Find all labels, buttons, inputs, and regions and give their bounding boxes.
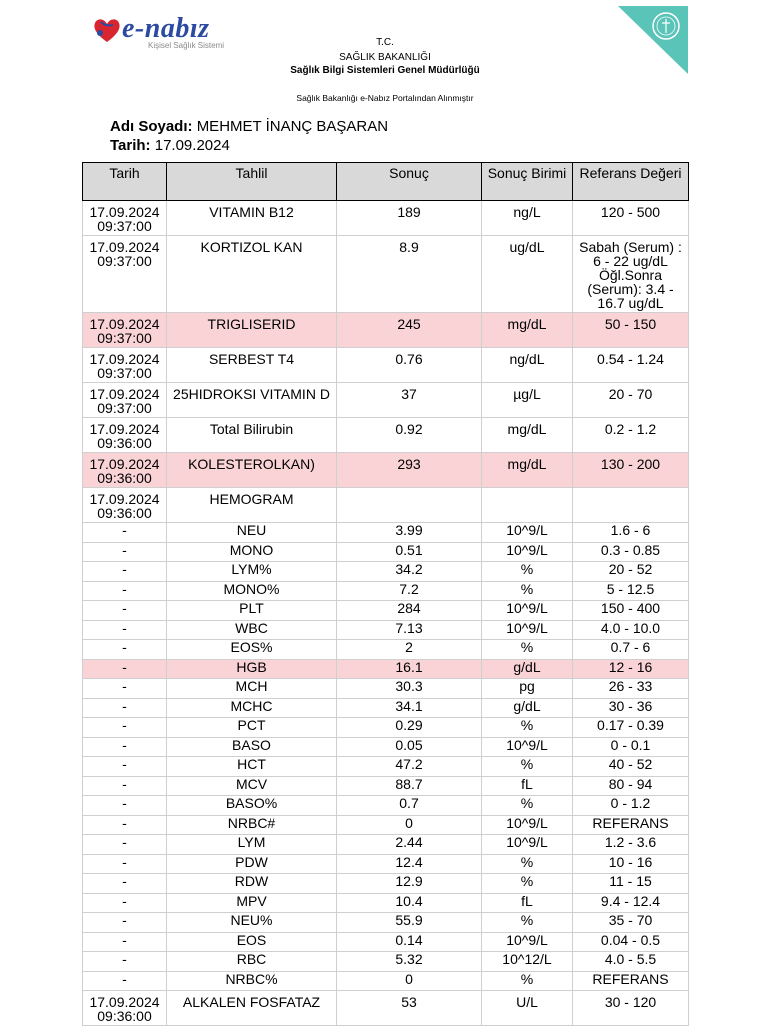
cell-unit: % (482, 581, 573, 601)
cell-result: 10.4 (337, 893, 482, 913)
cell-result: 34.2 (337, 562, 482, 582)
cell-unit: % (482, 874, 573, 894)
table-row (83, 932, 689, 952)
cell-unit: ug/dL (482, 236, 573, 313)
cell-unit: g/dL (482, 659, 573, 679)
cell-test-name: PCT (167, 718, 337, 738)
cell-reference: 4.0 - 10.0 (573, 620, 689, 640)
header-source-note: Sağlık Bakanlığı e-Nabız Portalından Alınmıştır (296, 93, 474, 103)
cell-date: - (83, 659, 167, 679)
cell-test-name: MCH (167, 679, 337, 699)
cell-date: - (83, 620, 167, 640)
cell-result: 53 (337, 991, 482, 1026)
cell-unit: mg/dL (482, 313, 573, 348)
cell-test-name: LYM (167, 835, 337, 855)
cell-result: 0.05 (337, 737, 482, 757)
cell-reference: 120 - 500 (573, 201, 689, 236)
table-row (83, 893, 689, 913)
cell-date: - (83, 698, 167, 718)
cell-date: - (83, 815, 167, 835)
cell-date: 17.09.2024 09:36:00 (83, 991, 167, 1026)
column-header-tarih: Tarih (83, 163, 167, 201)
cell-unit: % (482, 854, 573, 874)
cell-unit: % (482, 971, 573, 991)
cell-result: 16.1 (337, 659, 482, 679)
cell-test-name: EOS (167, 932, 337, 952)
cell-reference: 80 - 94 (573, 776, 689, 796)
cell-unit: 10^9/L (482, 737, 573, 757)
cell-test-name: NEU (167, 523, 337, 543)
cell-result: 293 (337, 453, 482, 488)
cell-test-name: MCV (167, 776, 337, 796)
cell-unit: U/L (482, 991, 573, 1026)
column-header-referans: Referans Değeri (573, 163, 689, 201)
report-date-label: Tarih: (110, 137, 151, 154)
cell-test-name: VITAMIN B12 (167, 201, 337, 236)
cell-reference: 30 - 120 (573, 991, 689, 1026)
column-header-tahlil: Tahlil (167, 163, 337, 201)
cell-test-name: ALKALEN FOSFATAZ (167, 991, 337, 1026)
cell-unit: 10^12/L (482, 952, 573, 972)
cell-reference: 0.3 - 0.85 (573, 542, 689, 562)
cell-date: - (83, 737, 167, 757)
cell-test-name: RDW (167, 874, 337, 894)
cell-test-name: BASO% (167, 796, 337, 816)
patient-name-label: Adı Soyadı: (110, 118, 193, 135)
cell-test-name: LYM% (167, 562, 337, 582)
cell-reference: 40 - 52 (573, 757, 689, 777)
cell-result: 0.76 (337, 348, 482, 383)
report-header (82, 0, 688, 112)
table-row (83, 874, 689, 894)
cell-reference: 0.54 - 1.24 (573, 348, 689, 383)
cell-test-name: MPV (167, 893, 337, 913)
cell-reference: 150 - 400 (573, 601, 689, 621)
cell-date: - (83, 952, 167, 972)
cell-test-name: PLT (167, 601, 337, 621)
cell-unit: % (482, 640, 573, 660)
cell-unit: % (482, 562, 573, 582)
table-row (83, 383, 689, 418)
cell-result: 0.51 (337, 542, 482, 562)
cell-unit: fL (482, 776, 573, 796)
cell-result: 7.2 (337, 581, 482, 601)
table-row (83, 348, 689, 383)
cell-result: 37 (337, 383, 482, 418)
cell-test-name: NRBC% (167, 971, 337, 991)
table-row (83, 453, 689, 488)
table-row (83, 796, 689, 816)
cell-unit: µg/L (482, 383, 573, 418)
cell-reference: 11 - 15 (573, 874, 689, 894)
cell-date: 17.09.2024 09:37:00 (83, 383, 167, 418)
cell-unit: % (482, 913, 573, 933)
cell-reference: 0 - 0.1 (573, 737, 689, 757)
cell-unit: % (482, 757, 573, 777)
cell-result: 2.44 (337, 835, 482, 855)
cell-result: 245 (337, 313, 482, 348)
cell-test-name: NRBC# (167, 815, 337, 835)
cell-date: - (83, 679, 167, 699)
cell-date: - (83, 523, 167, 543)
table-row (83, 757, 689, 777)
table-row (83, 854, 689, 874)
cell-unit: ng/dL (482, 348, 573, 383)
cell-result: 5.32 (337, 952, 482, 972)
table-row (83, 640, 689, 660)
cell-reference: 0.04 - 0.5 (573, 932, 689, 952)
cell-result: 284 (337, 601, 482, 621)
lab-results-table (82, 162, 689, 1026)
cell-date: - (83, 640, 167, 660)
cell-unit: mg/dL (482, 418, 573, 453)
cell-date: - (83, 835, 167, 855)
cell-test-name: MCHC (167, 698, 337, 718)
table-row (83, 679, 689, 699)
table-row (83, 523, 689, 543)
cell-reference: 0.17 - 0.39 (573, 718, 689, 738)
cell-result: 55.9 (337, 913, 482, 933)
cell-reference: 20 - 52 (573, 562, 689, 582)
header-directorate: Sağlık Bilgi Sistemleri Genel Müdürlüğü (290, 65, 480, 76)
cell-unit: 10^9/L (482, 835, 573, 855)
cell-reference: 20 - 70 (573, 383, 689, 418)
table-row (83, 835, 689, 855)
table-row (83, 236, 689, 313)
cell-test-name: KORTIZOL KAN (167, 236, 337, 313)
cell-test-name: SERBEST T4 (167, 348, 337, 383)
cell-result: 0.92 (337, 418, 482, 453)
cell-reference: 0.7 - 6 (573, 640, 689, 660)
cell-result: 30.3 (337, 679, 482, 699)
table-row (83, 776, 689, 796)
cell-date: 17.09.2024 09:37:00 (83, 201, 167, 236)
cell-unit: 10^9/L (482, 601, 573, 621)
cell-result: 189 (337, 201, 482, 236)
cell-result: 7.13 (337, 620, 482, 640)
cell-result: 88.7 (337, 776, 482, 796)
cell-test-name: RBC (167, 952, 337, 972)
cell-date: 17.09.2024 09:37:00 (83, 236, 167, 313)
table-row (83, 952, 689, 972)
cell-date: - (83, 932, 167, 952)
table-row (83, 601, 689, 621)
cell-reference: 5 - 12.5 (573, 581, 689, 601)
table-row (83, 698, 689, 718)
cell-test-name: Total Bilirubin (167, 418, 337, 453)
cell-reference: 1.2 - 3.6 (573, 835, 689, 855)
cell-date: 17.09.2024 09:36:00 (83, 453, 167, 488)
table-row (83, 488, 689, 523)
cell-date: 17.09.2024 09:36:00 (83, 418, 167, 453)
cell-test-name: WBC (167, 620, 337, 640)
cell-result: 0 (337, 971, 482, 991)
cell-test-name: HGB (167, 659, 337, 679)
cell-date: - (83, 893, 167, 913)
cell-reference: REFERANS (573, 971, 689, 991)
header-tc: T.C. (376, 37, 394, 48)
cell-test-name: 25HIDROKSI VITAMIN D (167, 383, 337, 418)
column-header-sonuc: Sonuç (337, 163, 482, 201)
cell-date: - (83, 601, 167, 621)
cell-reference: 0.2 - 1.2 (573, 418, 689, 453)
cell-reference: 10 - 16 (573, 854, 689, 874)
cell-reference: 50 - 150 (573, 313, 689, 348)
table-row (83, 991, 689, 1026)
cell-unit: % (482, 796, 573, 816)
cell-date: - (83, 971, 167, 991)
cell-reference: 26 - 33 (573, 679, 689, 699)
cell-result (337, 488, 482, 523)
cell-unit: g/dL (482, 698, 573, 718)
column-header-sonuc-birimi: Sonuç Birimi (482, 163, 573, 201)
cell-date: 17.09.2024 09:37:00 (83, 313, 167, 348)
table-row (83, 913, 689, 933)
cell-unit: pg (482, 679, 573, 699)
table-header-row (83, 163, 689, 201)
cell-unit: fL (482, 893, 573, 913)
table-row (83, 659, 689, 679)
cell-reference: 0 - 1.2 (573, 796, 689, 816)
table-row (83, 581, 689, 601)
cell-result: 34.1 (337, 698, 482, 718)
cell-unit: 10^9/L (482, 542, 573, 562)
cell-date: - (83, 854, 167, 874)
cell-date: 17.09.2024 09:36:00 (83, 488, 167, 523)
cell-test-name: TRIGLISERID (167, 313, 337, 348)
table-row (83, 542, 689, 562)
cell-result: 47.2 (337, 757, 482, 777)
cell-reference (573, 488, 689, 523)
table-row (83, 313, 689, 348)
cell-result: 0 (337, 815, 482, 835)
cell-date: - (83, 542, 167, 562)
logo-subtitle: Kişisel Sağlık Sistemi (148, 41, 225, 50)
cell-test-name: MONO (167, 542, 337, 562)
report-date-line (110, 136, 388, 155)
table-row (83, 718, 689, 738)
table-row (83, 562, 689, 582)
cell-result: 2 (337, 640, 482, 660)
cell-reference: REFERANS (573, 815, 689, 835)
cell-date: 17.09.2024 09:37:00 (83, 348, 167, 383)
cell-test-name: PDW (167, 854, 337, 874)
cell-date: - (83, 757, 167, 777)
cell-result: 12.4 (337, 854, 482, 874)
cell-reference: 30 - 36 (573, 698, 689, 718)
table-row (83, 737, 689, 757)
cell-reference: 1.6 - 6 (573, 523, 689, 543)
cell-result: 0.14 (337, 932, 482, 952)
cell-unit: ng/L (482, 201, 573, 236)
cell-reference: 4.0 - 5.5 (573, 952, 689, 972)
cell-result: 3.99 (337, 523, 482, 543)
cell-date: - (83, 562, 167, 582)
table-row (83, 971, 689, 991)
cell-test-name: NEU% (167, 913, 337, 933)
table-row (83, 201, 689, 236)
cell-date: - (83, 796, 167, 816)
cell-unit: 10^9/L (482, 932, 573, 952)
cell-result: 8.9 (337, 236, 482, 313)
cell-test-name: HCT (167, 757, 337, 777)
cell-date: - (83, 581, 167, 601)
cell-reference: 12 - 16 (573, 659, 689, 679)
logo-text: e-nabız (122, 13, 210, 44)
cell-unit: mg/dL (482, 453, 573, 488)
patient-name: MEHMET İNANÇ BAŞARAN (196, 118, 389, 135)
cell-result: 0.7 (337, 796, 482, 816)
cell-test-name: EOS% (167, 640, 337, 660)
patient-name-line (110, 117, 388, 136)
cell-reference: 9.4 - 12.4 (573, 893, 689, 913)
table-row (83, 620, 689, 640)
cell-unit: 10^9/L (482, 620, 573, 640)
table-row (83, 418, 689, 453)
table-body (83, 201, 689, 1026)
patient-info (110, 117, 388, 155)
cell-date: - (83, 718, 167, 738)
cell-reference: Sabah (Serum) : 6 - 22 ug/dL Öğl.Sonra (Serum): 3.4 - 16.7 ug/dL (573, 236, 689, 313)
cell-date: - (83, 776, 167, 796)
cell-date: - (83, 874, 167, 894)
cell-reference: 35 - 70 (573, 913, 689, 933)
cell-unit (482, 488, 573, 523)
report-page (82, 0, 688, 1024)
cell-date: - (83, 913, 167, 933)
cell-result: 12.9 (337, 874, 482, 894)
cell-test-name: HEMOGRAM (167, 488, 337, 523)
cell-test-name: BASO (167, 737, 337, 757)
report-date: 17.09.2024 (154, 137, 230, 154)
cell-reference: 130 - 200 (573, 453, 689, 488)
cell-unit: 10^9/L (482, 815, 573, 835)
cell-result: 0.29 (337, 718, 482, 738)
cell-test-name: MONO% (167, 581, 337, 601)
cell-test-name: KOLESTEROLKAN) (167, 453, 337, 488)
cell-unit: 10^9/L (482, 523, 573, 543)
cell-unit: % (482, 718, 573, 738)
header-ministry: SAĞLIK BAKANLIĞI (339, 52, 431, 63)
table-row (83, 815, 689, 835)
